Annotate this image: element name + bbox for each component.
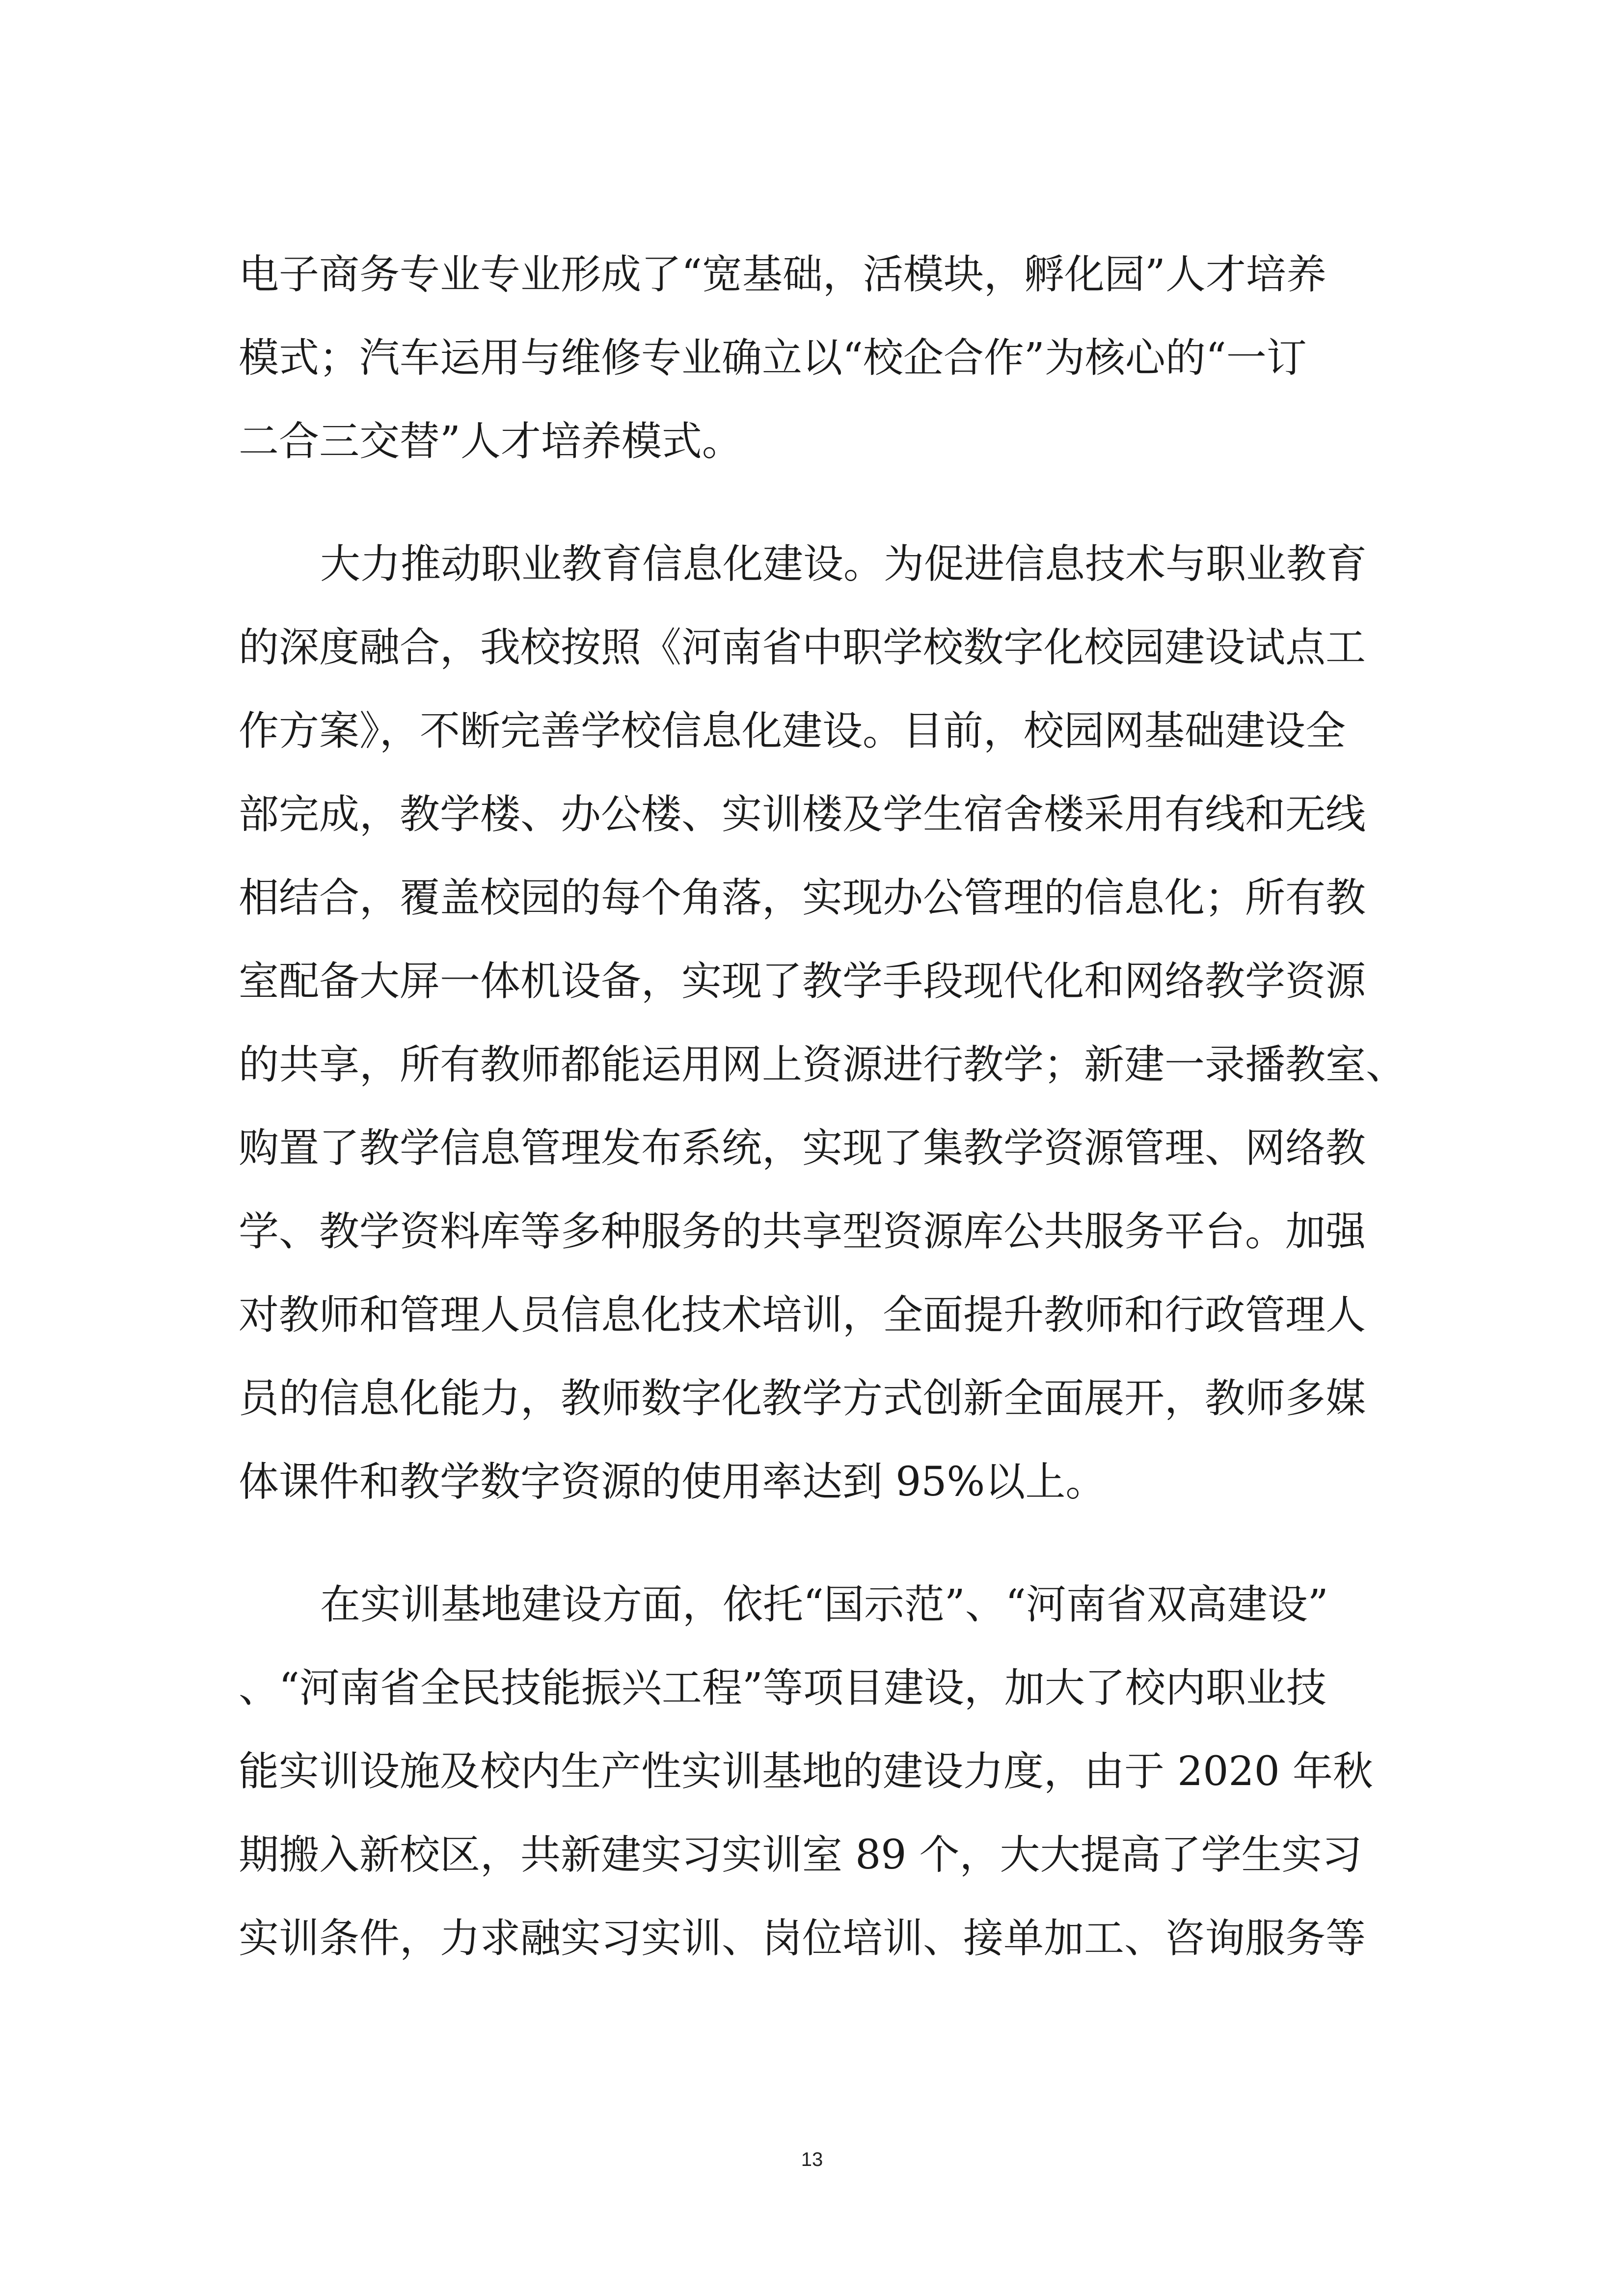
body-text: 模式；汽车运用与维修专业确立以“校企合作”为核心的“一订: [239, 335, 1307, 381]
body-text-line: [0, 535, 1624, 594]
body-text-line: [0, 1036, 1624, 1095]
body-text-line: [0, 869, 1624, 928]
body-text: 二合三交替”人才培养模式。: [239, 418, 742, 465]
body-text: 、“河南省全民技能振兴工程”等项目建设，加大了校内职业技: [239, 1665, 1326, 1711]
body-text: 能实训设施及校内生产性实训基地的建设力度，由于 2020 年秋: [239, 1748, 1373, 1795]
body-text: 的共享，所有教师都能运用网上资源进行教学；新建一录播教室、: [239, 1041, 1407, 1088]
body-text-line: [0, 245, 1624, 304]
body-text-line: [0, 1369, 1624, 1428]
body-text: 实训条件，力求融实习实训、岗位培训、接单加工、咨询服务等: [239, 1915, 1366, 1962]
body-text: 体课件和教学数字资源的使用率达到 95%以上。: [239, 1459, 1106, 1505]
body-text-line: [0, 1453, 1624, 1512]
body-text: 购置了教学信息管理发布系统，实现了集教学资源管理、网络教: [239, 1125, 1366, 1172]
body-text: 的深度融合，我校按照《河南省中职学校数字化校园建设试点工: [239, 624, 1366, 671]
body-text: 作方案》，不断完善学校信息化建设。目前，校园网基础建设全: [239, 708, 1346, 754]
body-text: 在实训基地建设方面，依托“国示范”、“河南省双高建设”: [320, 1581, 1328, 1628]
body-text: 相结合，覆盖校园的每个角落，实现办公管理的信息化；所有教: [239, 875, 1366, 921]
body-text-line: [0, 1659, 1624, 1718]
body-text-line: [0, 1826, 1624, 1885]
body-text-line: [0, 1286, 1624, 1345]
body-text-line: [0, 1909, 1624, 1968]
body-text-line: [0, 702, 1624, 761]
body-text: 大力推动职业教育信息化建设。为促进信息技术与职业教育: [320, 541, 1367, 587]
body-text-line: [0, 1575, 1624, 1634]
body-text-line: [0, 952, 1624, 1011]
body-text-line: [0, 412, 1624, 471]
page-number: 13: [801, 2149, 823, 2170]
body-text: 学、教学资料库等多种服务的共享型资源库公共服务平台。加强: [239, 1208, 1366, 1255]
body-text-line: [0, 785, 1624, 844]
body-text: 对教师和管理人员信息化技术培训，全面提升教师和行政管理人: [239, 1292, 1366, 1338]
body-text: 室配备大屏一体机设备，实现了教学手段现代化和网络教学资源: [239, 958, 1366, 1005]
body-text: 部完成，教学楼、办公楼、实训楼及学生宿舍楼采用有线和无线: [239, 791, 1366, 838]
body-text-line: [0, 1742, 1624, 1801]
body-text: 电子商务专业专业形成了“宽基础，活模块，孵化园”人才培养: [239, 251, 1326, 298]
body-text-line: [0, 618, 1624, 677]
body-text: 员的信息化能力，教师数字化教学方式创新全面展开，教师多媒: [239, 1375, 1366, 1422]
body-text-line: [0, 329, 1624, 388]
body-text: 期搬入新校区，共新建实习实训室 89 个，大大提高了学生实习: [239, 1832, 1362, 1878]
body-text-line: [0, 1119, 1624, 1178]
body-text-line: [0, 1202, 1624, 1261]
